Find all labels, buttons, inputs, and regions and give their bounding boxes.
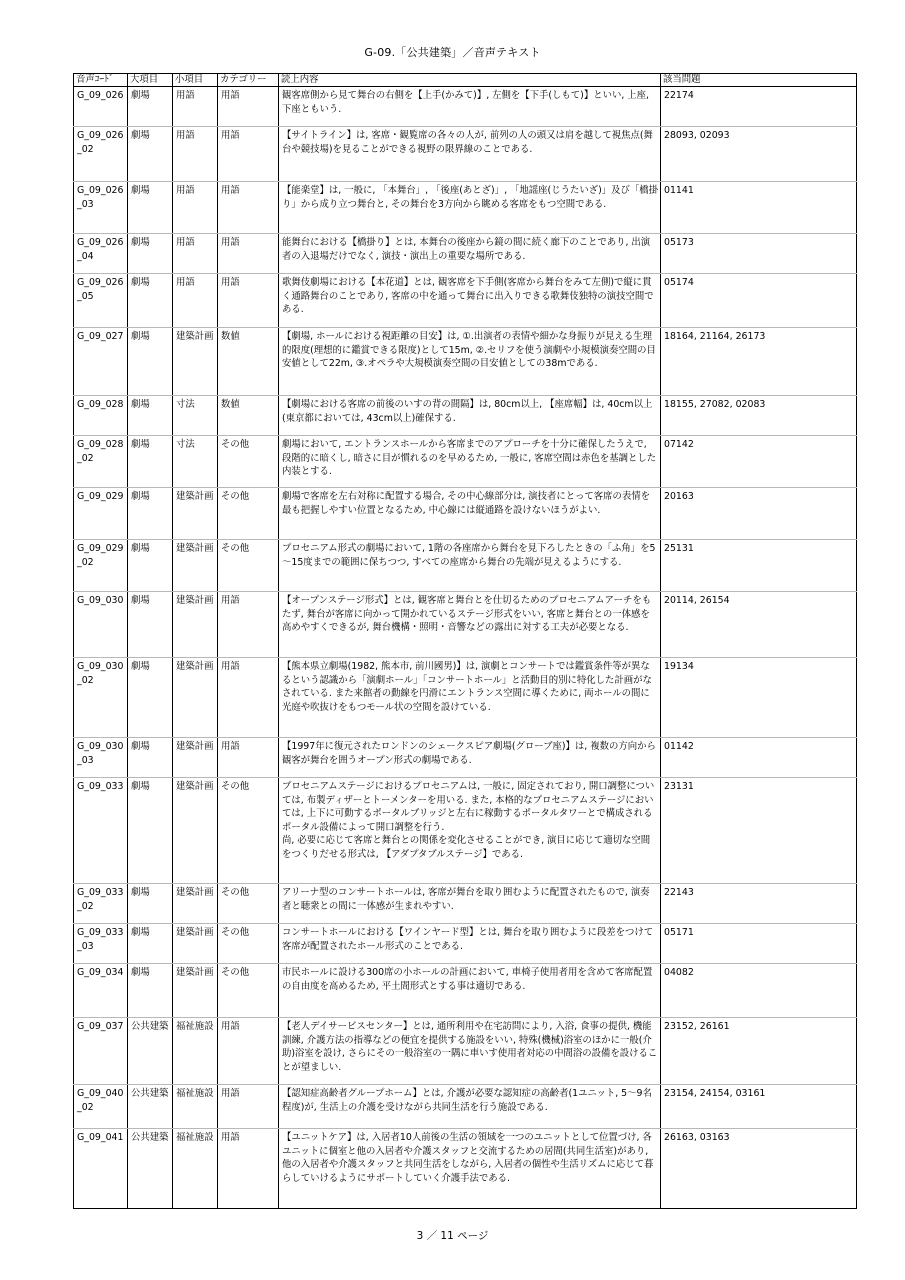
cell-questions: 05173 — [661, 234, 857, 274]
table-row — [74, 1085, 857, 1129]
table-row — [74, 1129, 857, 1209]
question-table — [73, 73, 857, 1209]
cell-code: G_09_030_03 — [74, 738, 128, 778]
cell-questions: 18155, 27082, 02083 — [661, 396, 857, 436]
cell-category: 用語 — [218, 1085, 279, 1129]
cell-major: 劇場 — [128, 778, 173, 884]
cell-category: その他 — [218, 964, 279, 1018]
cell-text: 【サイトライン】は, 客席・観覧席の各々の人が, 前列の人の頭又は肩を越して視焦点(舞台や競技場)を見ることができる視野の限界線のことである. — [279, 127, 661, 182]
cell-text: プロセニアム形式の劇場において, 1階の各座席から舞台を見下ろしたときの「ふ角」を5～15度までの範囲に保ちつつ, すべての座席から舞台の先端が見えるようにする. — [279, 540, 661, 592]
table-row — [74, 182, 857, 234]
cell-text: 【劇場, ホールにおける視距離の目安】は, ①.出演者の表情や細かな身振りが見える生理的限度(理想的に鑑賞できる限度)として15m, ②.セリフを使う演劇や小規模演奏空間の目安値として22m, ③.オペラや大規模演奏空間の目安値としての38mである. — [279, 328, 661, 396]
cell-questions: 23131 — [661, 778, 857, 884]
cell-questions: 22143 — [661, 884, 857, 924]
table-row — [74, 274, 857, 328]
table-row — [74, 540, 857, 592]
cell-major: 劇場 — [128, 964, 173, 1018]
cell-category: 用語 — [218, 1129, 279, 1209]
header-code: 音声ｺｰﾄﾞ — [74, 74, 128, 87]
cell-minor: 建築計画 — [173, 884, 218, 924]
cell-questions: 05174 — [661, 274, 857, 328]
table-row — [74, 488, 857, 540]
cell-category: その他 — [218, 884, 279, 924]
cell-code: G_09_030_02 — [74, 658, 128, 738]
cell-code: G_09_028_02 — [74, 436, 128, 488]
cell-minor: 用語 — [173, 87, 218, 127]
cell-code: G_09_033_02 — [74, 884, 128, 924]
cell-minor: 建築計画 — [173, 738, 218, 778]
cell-category: その他 — [218, 778, 279, 884]
cell-minor: 福祉施設 — [173, 1085, 218, 1129]
cell-code: G_09_026_04 — [74, 234, 128, 274]
cell-code: G_09_037 — [74, 1018, 128, 1085]
cell-minor: 建築計画 — [173, 778, 218, 884]
cell-questions: 22174 — [661, 87, 857, 127]
table-row — [74, 234, 857, 274]
cell-text: 市民ホールに設ける300席の小ホールの計画において, 車椅子使用者用を含めて客席配置の自由度を高めるため, 平土間形式とする事は適切である. — [279, 964, 661, 1018]
cell-major: 劇場 — [128, 540, 173, 592]
cell-code: G_09_027 — [74, 328, 128, 396]
cell-text: 劇場で客席を左右対称に配置する場合, その中心線部分は, 演技者にとって客席の表情を最も把握しやすい位置となるため, 中心線には縦通路を設けないほうがよい. — [279, 488, 661, 540]
table-row — [74, 658, 857, 738]
cell-category: 用語 — [218, 182, 279, 234]
cell-minor: 寸法 — [173, 436, 218, 488]
cell-category: 用語 — [218, 738, 279, 778]
table-row — [74, 87, 857, 127]
cell-code: G_09_034 — [74, 964, 128, 1018]
cell-text: プロセニアムステージにおけるプロセニアムは, 一般に, 固定されており, 開口調整については, 布製ディザーとトーメンターを用いる. また, 本格的なプロセニアムステージにおいては, 上下に可動するポータルブリッジと左右に稼動するポータルタワーとで構成されるポータル設備によって開口調整を行う. 尚, 必要に応じて客席と舞台との関係を変化させることができ, 演目に応じて適切な空間をつくりだせる形式は, 【アダプタブルステージ】である. — [279, 778, 661, 884]
cell-minor: 建築計画 — [173, 328, 218, 396]
cell-minor: 用語 — [173, 274, 218, 328]
cell-minor: 建築計画 — [173, 540, 218, 592]
table-row — [74, 778, 857, 884]
table-row — [74, 884, 857, 924]
cell-code: G_09_033 — [74, 778, 128, 884]
table-body — [74, 87, 857, 1209]
cell-category: 用語 — [218, 234, 279, 274]
table-header — [74, 74, 857, 87]
cell-text: 歌舞伎劇場における【本花道】とは, 観客席を下手側(客席から舞台をみて左側)で縦に貫く通路舞台のことであり, 客席の中を通って舞台に出入りできる歌舞伎独特の演技空間である. — [279, 274, 661, 328]
cell-major: 公共建築 — [128, 1129, 173, 1209]
cell-text: 【能楽堂】は, 一般に, 「本舞台」, 「後座(あとざ)」, 「地謡座(じうたいざ)」及び「橋掛り」から成り立つ舞台と, その舞台を3方向から眺める客席をもつ空間である. — [279, 182, 661, 234]
header-text: 読上内容 — [279, 74, 661, 87]
cell-code: G_09_029 — [74, 488, 128, 540]
page-number: 3 ／ 11 ページ — [416, 1230, 489, 1242]
cell-major: 劇場 — [128, 87, 173, 127]
table-row — [74, 964, 857, 1018]
cell-major: 劇場 — [128, 884, 173, 924]
cell-major: 劇場 — [128, 396, 173, 436]
cell-major: 公共建築 — [128, 1085, 173, 1129]
cell-questions: 01141 — [661, 182, 857, 234]
cell-questions: 01142 — [661, 738, 857, 778]
cell-questions: 20114, 26154 — [661, 592, 857, 658]
cell-code: G_09_026_02 — [74, 127, 128, 182]
cell-category: その他 — [218, 924, 279, 964]
cell-questions: 20163 — [661, 488, 857, 540]
table-row — [74, 396, 857, 436]
cell-category: 用語 — [218, 658, 279, 738]
cell-text: 【1997年に復元されたロンドンのシェークスピア劇場(グローブ座)】は, 複数の方向から観客が舞台を囲うオープン形式の劇場である. — [279, 738, 661, 778]
cell-text: アリーナ型のコンサートホールは, 客席が舞台を取り囲むように配置されたもので, 演奏者と聴衆との間に一体感が生まれやすい. — [279, 884, 661, 924]
cell-questions: 23152, 26161 — [661, 1018, 857, 1085]
cell-minor: 建築計画 — [173, 964, 218, 1018]
page-title: G-09.「公共建築」／音声テキスト — [364, 46, 541, 59]
cell-major: 劇場 — [128, 328, 173, 396]
cell-major: 劇場 — [128, 592, 173, 658]
cell-category: 数値 — [218, 328, 279, 396]
cell-category: その他 — [218, 540, 279, 592]
cell-code: G_09_026_03 — [74, 182, 128, 234]
header-questions: 該当問題 — [661, 74, 857, 87]
header-minor: 小項目 — [173, 74, 218, 87]
cell-text: 【認知症高齢者グループホーム】とは, 介護が必要な認知症の高齢者(1ユニット, 5～9名程度)が, 生活上の介護を受けながら共同生活を行う施設である. — [279, 1085, 661, 1129]
cell-text: 【老人デイサービスセンター】とは, 通所利用や在宅訪問により, 入浴, 食事の提供, 機能訓練, 介護方法の指導などの便宜を提供する施設をいい, 特殊(機械)浴室のほかに一般(介助)浴室を設け, さらにその一般浴室の一隅に車いす使用者対応の中間浴の設備を設けることが望ましい. — [279, 1018, 661, 1085]
cell-minor: 福祉施設 — [173, 1018, 218, 1085]
cell-code: G_09_040_02 — [74, 1085, 128, 1129]
cell-minor: 用語 — [173, 234, 218, 274]
table-row — [74, 127, 857, 182]
cell-major: 劇場 — [128, 182, 173, 234]
cell-minor: 建築計画 — [173, 592, 218, 658]
cell-code: G_09_026_05 — [74, 274, 128, 328]
cell-text: 観客席側から見て舞台の右側を【上手(かみて)】, 左側を【下手(しもて)】といい, 上座, 下座ともいう. — [279, 87, 661, 127]
cell-category: 用語 — [218, 274, 279, 328]
cell-category: 用語 — [218, 87, 279, 127]
table-row — [74, 924, 857, 964]
cell-text: コンサートホールにおける【ワインヤード型】とは, 舞台を取り囲むように段差をつけて客席が配置されたホール形式のことである. — [279, 924, 661, 964]
cell-code: G_09_033_03 — [74, 924, 128, 964]
cell-category: その他 — [218, 436, 279, 488]
cell-major: 劇場 — [128, 436, 173, 488]
cell-questions: 28093, 02093 — [661, 127, 857, 182]
cell-major: 劇場 — [128, 127, 173, 182]
cell-major: 劇場 — [128, 658, 173, 738]
cell-minor: 建築計画 — [173, 488, 218, 540]
cell-questions: 26163, 03163 — [661, 1129, 857, 1209]
cell-code: G_09_041 — [74, 1129, 128, 1209]
cell-text: 劇場において, エントランスホールから客席までのアプローチを十分に確保したうえで, 段階的に暗くし, 暗さに目が慣れるのを早めるため, 一般に, 客席空間は赤色を基調とした内装とする. — [279, 436, 661, 488]
cell-minor: 建築計画 — [173, 658, 218, 738]
cell-category: 数値 — [218, 396, 279, 436]
cell-text: 能舞台における【橋掛り】とは, 本舞台の後座から鏡の間に続く廊下のことであり, 出演者の入退場だけでなく, 演技・演出上の重要な場所である. — [279, 234, 661, 274]
cell-text: 【熊本県立劇場(1982, 熊本市, 前川國男)】は, 演劇とコンサートでは鑑賞条件等が異なるという認識から「演劇ホール」「コンサートホール」と活動目的別に特化した計画がなされている. また来館者の動線を円滑にエントランス空間に導くために, 両ホールの間に光庭や吹抜けをもつモール状の空間を設けている. — [279, 658, 661, 738]
cell-questions: 07142 — [661, 436, 857, 488]
cell-major: 劇場 — [128, 738, 173, 778]
cell-code: G_09_026 — [74, 87, 128, 127]
header-category: カテゴリー — [218, 74, 279, 87]
table-row — [74, 436, 857, 488]
cell-text: 【オープンステージ形式】とは, 観客席と舞台とを仕切るためのプロセニアムアーチをもたず, 舞台が客席に向かって開かれているステージ形式をいい, 客席と舞台との一体感を高めやすくできるが, 舞台機構・照明・音響などの露出に対する工夫が必要となる. — [279, 592, 661, 658]
cell-questions: 05171 — [661, 924, 857, 964]
cell-major: 劇場 — [128, 488, 173, 540]
cell-code: G_09_029_02 — [74, 540, 128, 592]
cell-minor: 用語 — [173, 127, 218, 182]
cell-minor: 用語 — [173, 182, 218, 234]
table-row — [74, 1018, 857, 1085]
cell-category: 用語 — [218, 1018, 279, 1085]
cell-text: 【劇場における客席の前後のいすの背の間隔】は, 80cm以上, 【座席幅】は, 40cm以上(東京都においては, 43cm以上)確保する. — [279, 396, 661, 436]
cell-major: 劇場 — [128, 924, 173, 964]
cell-code: G_09_030 — [74, 592, 128, 658]
cell-category: 用語 — [218, 592, 279, 658]
cell-category: 用語 — [218, 127, 279, 182]
cell-minor: 福祉施設 — [173, 1129, 218, 1209]
cell-category: その他 — [218, 488, 279, 540]
cell-code: G_09_028 — [74, 396, 128, 436]
cell-major: 公共建築 — [128, 1018, 173, 1085]
table-row — [74, 738, 857, 778]
header-major: 大項目 — [128, 74, 173, 87]
cell-text: 【ユニットケア】は, 入居者10人前後の生活の領域を一つのユニットとして位置づけ, 各ユニットに個室と他の入居者や介護スタッフと交流するための居間(共同生活室)があり, 他の入居者や介護スタッフと共同生活をしながら, 入居者の個性や生活リズムに応じて暮らしていけるようにサポートしていく介護手法である. — [279, 1129, 661, 1209]
cell-questions: 25131 — [661, 540, 857, 592]
cell-minor: 建築計画 — [173, 924, 218, 964]
cell-major: 劇場 — [128, 234, 173, 274]
cell-major: 劇場 — [128, 274, 173, 328]
cell-questions: 23154, 24154, 03161 — [661, 1085, 857, 1129]
cell-questions: 18164, 21164, 26173 — [661, 328, 857, 396]
cell-questions: 19134 — [661, 658, 857, 738]
cell-questions: 04082 — [661, 964, 857, 1018]
table-row — [74, 592, 857, 658]
table-row — [74, 328, 857, 396]
cell-minor: 寸法 — [173, 396, 218, 436]
